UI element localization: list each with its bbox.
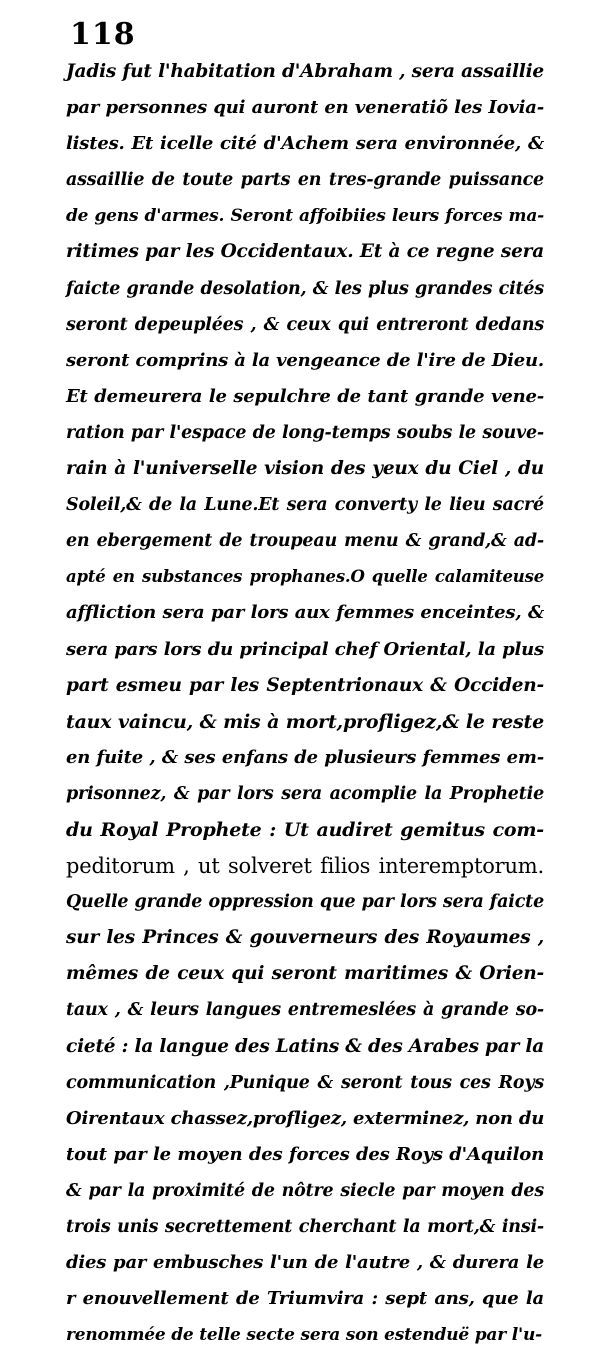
text-line: Jadis fut l'habitation d'Abraham , sera assaillie bbox=[66, 61, 544, 82]
text-line: rain à l'universelle vision des yeux du Ciel , du bbox=[66, 458, 544, 480]
text-line: Soleil,& de la Lune.Et sera converty le lieu sacré bbox=[66, 495, 544, 516]
text-line: apté en substances prophanes.O quelle calamiteuse bbox=[66, 567, 544, 587]
text-line: Et demeurera le sepulchre de tant grande vene- bbox=[66, 385, 544, 407]
text-line: dies par embusches l'un de l'autre , & durera le bbox=[66, 1252, 544, 1274]
text-line: sera pars lors du principal chef Oriental, la plus bbox=[66, 638, 544, 660]
text-line: taux vaincu, & mis à mort,profligez,& le reste bbox=[66, 710, 544, 733]
page-number: 118 bbox=[70, 17, 136, 52]
text-line: ration par l'espace de long-temps soubs le souve- bbox=[66, 422, 544, 443]
text-line: seront comprins à la vengeance de l'ire de Dieu. bbox=[66, 349, 544, 371]
text-line: part esmeu par les Septentrionaux & Occiden- bbox=[66, 674, 544, 696]
text-line: en fuite , & ses enfans de plusieurs femmes em- bbox=[66, 746, 544, 768]
text-line: prisonnez, & par lors sera acomplie la Prophetie bbox=[66, 783, 544, 804]
text-line: cieté : la langue des Latins & des Arabes par la bbox=[66, 1035, 544, 1057]
text-line: faicte grande desolation, & les plus grandes cités bbox=[66, 278, 544, 299]
text-line: assaillie de toute parts en tres-grande puissance bbox=[66, 170, 544, 191]
text-line: taux , & leurs langues entremeslées à grande so- bbox=[66, 1000, 544, 1021]
text-line: en ebergement de troupeau menu & grand,& ad- bbox=[66, 531, 544, 552]
text-line-latin: peditorum , ut solveret filios interemptorum. bbox=[66, 854, 544, 879]
text-line: de gens d'armes. Seront affoibiies leurs forces ma- bbox=[66, 206, 544, 227]
text-line: par personnes qui auront en veneratiõ les Iovia- bbox=[66, 97, 544, 119]
text-line: seront depeuplées , & ceux qui entreront dedans bbox=[66, 314, 544, 335]
text-line: renommée de telle secte sera son estenduë par l'u- bbox=[66, 1325, 542, 1346]
text-line: Quelle grande oppression que par lors sera faicte bbox=[66, 892, 544, 913]
text-line: affliction sera par lors aux femmes enceintes, & bbox=[66, 602, 544, 624]
text-line: listes. Et icelle cité d'Achem sera environnée, & bbox=[66, 133, 544, 155]
text-line: ritimes par les Occidentaux. Et à ce regne sera bbox=[66, 241, 544, 263]
text-line: Oirentaux chassez,profligez, exterminez, non du bbox=[66, 1107, 545, 1129]
body-text bbox=[66, 54, 544, 1353]
text-line: communication ,Punique & seront tous ces Roys bbox=[66, 1072, 544, 1093]
text-line: & par la proximité de nôtre siecle par moyen des bbox=[66, 1180, 544, 1201]
text-line: mêmes de ceux qui seront maritimes & Orien- bbox=[66, 963, 544, 985]
text-line: r enouvellement de Triumvira : sept ans, que la bbox=[66, 1288, 544, 1310]
text-line: trois unis secrettement cherchant la mort,& insi- bbox=[66, 1217, 544, 1237]
text-line: du Royal Prophete : Ut audiret gemitus com- bbox=[66, 818, 544, 841]
text-line: tout par le moyen des forces des Roys d'Aquilon bbox=[66, 1143, 544, 1165]
text-line: sur les Princes & gouverneurs des Royaumes , bbox=[66, 927, 544, 949]
